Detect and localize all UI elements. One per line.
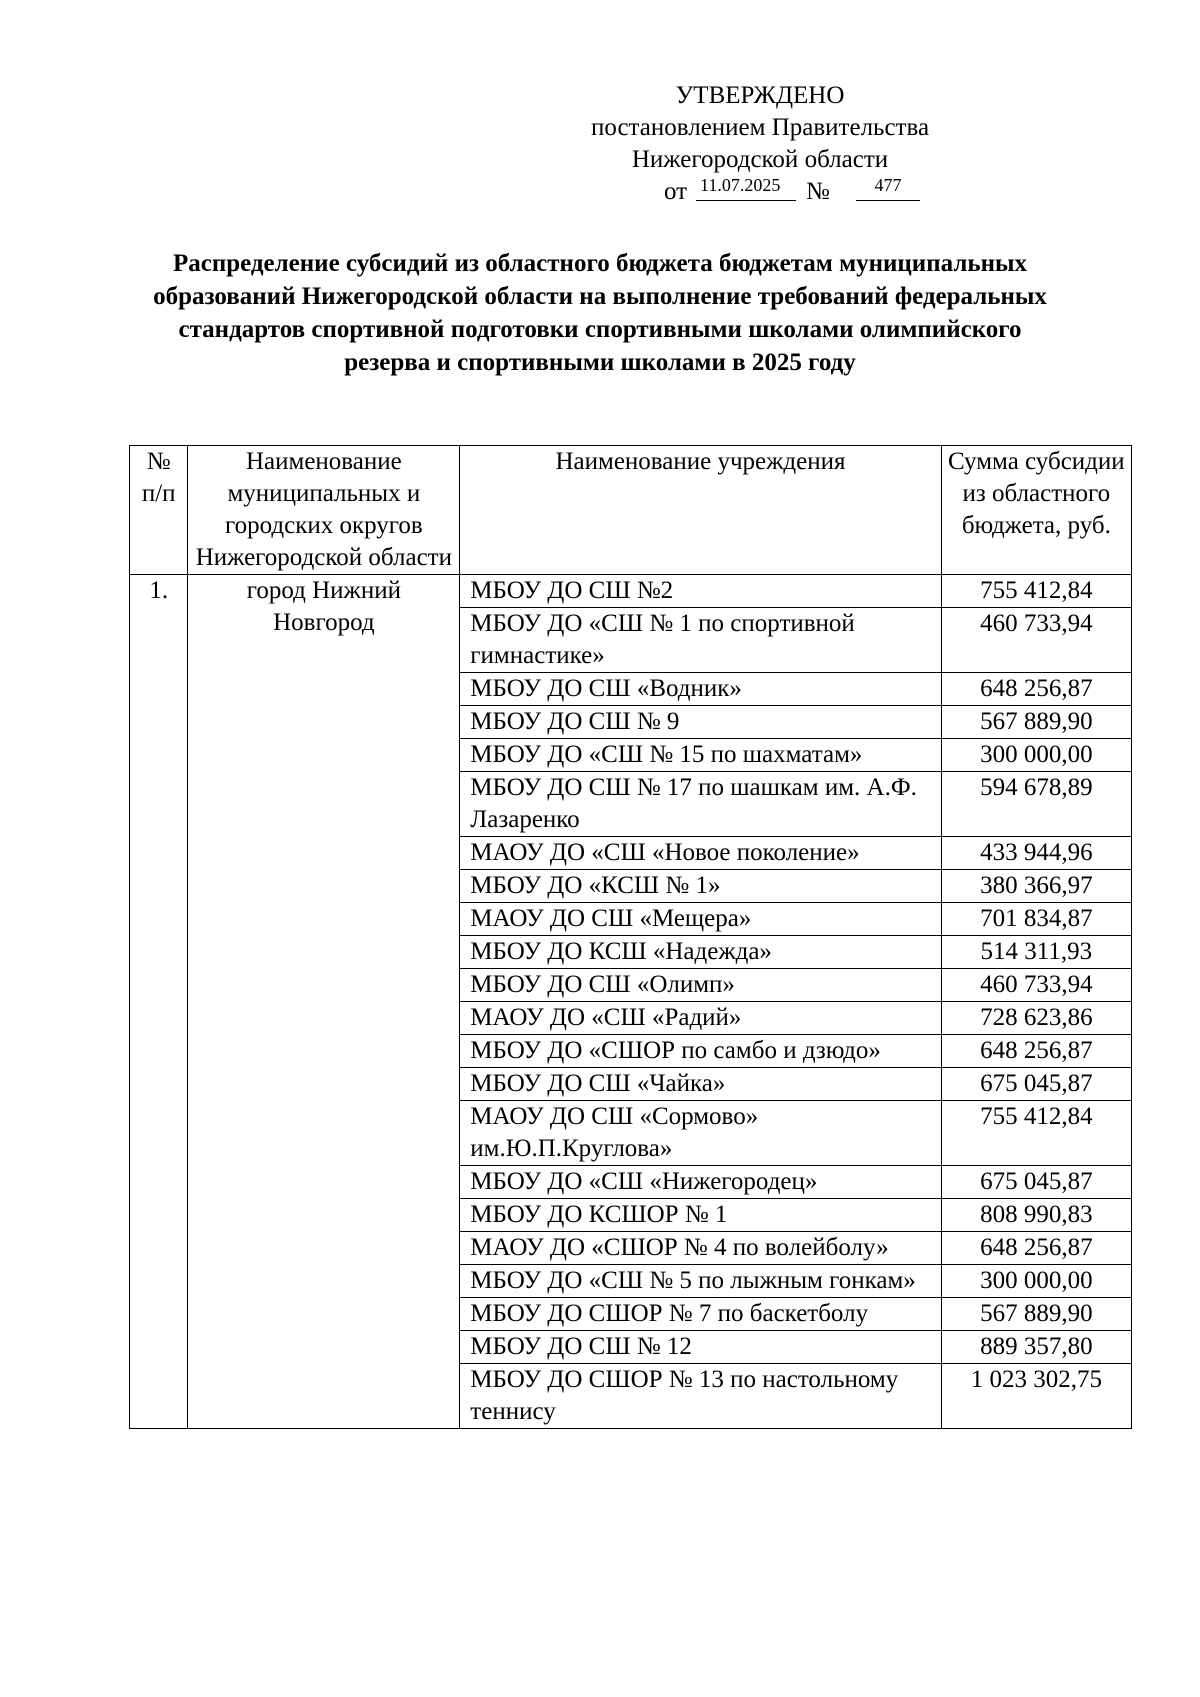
sum-cell: 808 990,83 bbox=[941, 1199, 1131, 1232]
institution-cell: МБОУ ДО СШ №2 bbox=[460, 575, 941, 608]
sum-cell: 300 000,00 bbox=[941, 739, 1131, 772]
institution-cell: МБОУ ДО СШОР № 13 по настольному теннису bbox=[460, 1364, 941, 1429]
sum-cell: 889 357,80 bbox=[941, 1331, 1131, 1364]
number-label: № bbox=[806, 178, 830, 205]
sum-cell: 648 256,87 bbox=[941, 1035, 1131, 1068]
header-institution: Наименование учреждения bbox=[460, 446, 941, 575]
sum-cell: 648 256,87 bbox=[941, 673, 1131, 706]
approval-line-3: Нижегородской области bbox=[631, 146, 889, 173]
approval-block bbox=[560, 80, 960, 210]
approval-date: 11.07.2025 bbox=[696, 170, 796, 201]
document-title: Распределение субсидий из областного бюджета бюджетам муниципальных образований Нижегородской области на выполнение требований федеральных стандартов спортивной подготовки спортивными школами олимпийского резерва и спортивными школами в 2025 году bbox=[153, 250, 1047, 376]
institution-cell: МБОУ ДО «КСШ № 1» bbox=[460, 870, 941, 903]
table-row bbox=[130, 575, 1132, 608]
institution-cell: МБОУ ДО СШ № 9 bbox=[460, 706, 941, 739]
sum-cell: 755 412,84 bbox=[941, 1101, 1131, 1166]
sum-cell: 460 733,94 bbox=[941, 969, 1131, 1002]
institution-cell: МАОУ ДО СШ «Мещера» bbox=[460, 903, 941, 936]
institution-cell: МБОУ ДО СШ «Водник» bbox=[460, 673, 941, 706]
table-header-row bbox=[130, 446, 1132, 575]
institution-cell: МБОУ ДО КСШОР № 1 bbox=[460, 1199, 941, 1232]
sum-cell: 380 366,97 bbox=[941, 870, 1131, 903]
sum-cell: 300 000,00 bbox=[941, 1265, 1131, 1298]
institution-cell: МБОУ ДО СШ «Чайка» bbox=[460, 1068, 941, 1101]
approval-heading: УТВЕРЖДЕНО bbox=[675, 82, 845, 109]
institution-cell: МАОУ ДО СШ «Сормово» им.Ю.П.Круглова» bbox=[460, 1101, 941, 1166]
sum-cell: 1 023 302,75 bbox=[941, 1364, 1131, 1429]
approval-signature-line bbox=[560, 176, 960, 210]
sum-cell: 675 045,87 bbox=[941, 1068, 1131, 1101]
institution-cell: МБОУ ДО «СШ № 5 по лыжным гонкам» bbox=[460, 1265, 941, 1298]
institution-cell: МАОУ ДО «СШ «Новое поколение» bbox=[460, 837, 941, 870]
institution-cell: МАОУ ДО «СШОР № 4 по волейболу» bbox=[460, 1232, 941, 1265]
institution-cell: МБОУ ДО «СШ № 1 по спортивной гимнастике» bbox=[460, 608, 941, 673]
institution-cell: МБОУ ДО «СШ «Нижегородец» bbox=[460, 1166, 941, 1199]
institution-cell: МБОУ ДО «СШ № 15 по шахматам» bbox=[460, 739, 941, 772]
sum-cell: 594 678,89 bbox=[941, 772, 1131, 837]
institution-cell: МБОУ ДО СШОР № 7 по баскетболу bbox=[460, 1298, 941, 1331]
institution-cell: МБОУ ДО СШ № 17 по шашкам им. А.Ф. Лазаренко bbox=[460, 772, 941, 837]
header-municipality: Наименование муниципальных и городских округов Нижегородской области bbox=[188, 446, 460, 575]
header-number: № п/п bbox=[130, 446, 188, 575]
sum-cell: 755 412,84 bbox=[941, 575, 1131, 608]
sum-cell: 648 256,87 bbox=[941, 1232, 1131, 1265]
sum-cell: 567 889,90 bbox=[941, 706, 1131, 739]
table-body bbox=[130, 575, 1132, 1429]
sum-cell: 514 311,93 bbox=[941, 936, 1131, 969]
institution-cell: МАОУ ДО «СШ «Радий» bbox=[460, 1002, 941, 1035]
sum-cell: 567 889,90 bbox=[941, 1298, 1131, 1331]
subsidy-table bbox=[129, 445, 1132, 1429]
approval-number: 477 bbox=[856, 170, 920, 201]
institution-cell: МБОУ ДО СШ № 12 bbox=[460, 1331, 941, 1364]
approval-line-2: постановлением Правительства bbox=[590, 114, 930, 141]
sum-cell: 433 944,96 bbox=[941, 837, 1131, 870]
from-label: от bbox=[664, 178, 688, 205]
institution-cell: МБОУ ДО КСШ «Надежда» bbox=[460, 936, 941, 969]
sum-cell: 460 733,94 bbox=[941, 608, 1131, 673]
sum-cell: 728 623,86 bbox=[941, 1002, 1131, 1035]
sum-cell: 675 045,87 bbox=[941, 1166, 1131, 1199]
sum-cell: 701 834,87 bbox=[941, 903, 1131, 936]
municipality-cell: город Нижний Новгород bbox=[188, 575, 460, 1429]
institution-cell: МБОУ ДО СШ «Олимп» bbox=[460, 969, 941, 1002]
row-number-cell: 1. bbox=[130, 575, 188, 1429]
header-sum: Сумма субсидии из областного бюджета, руб. bbox=[941, 446, 1131, 575]
institution-cell: МБОУ ДО «СШОР по самбо и дзюдо» bbox=[460, 1035, 941, 1068]
